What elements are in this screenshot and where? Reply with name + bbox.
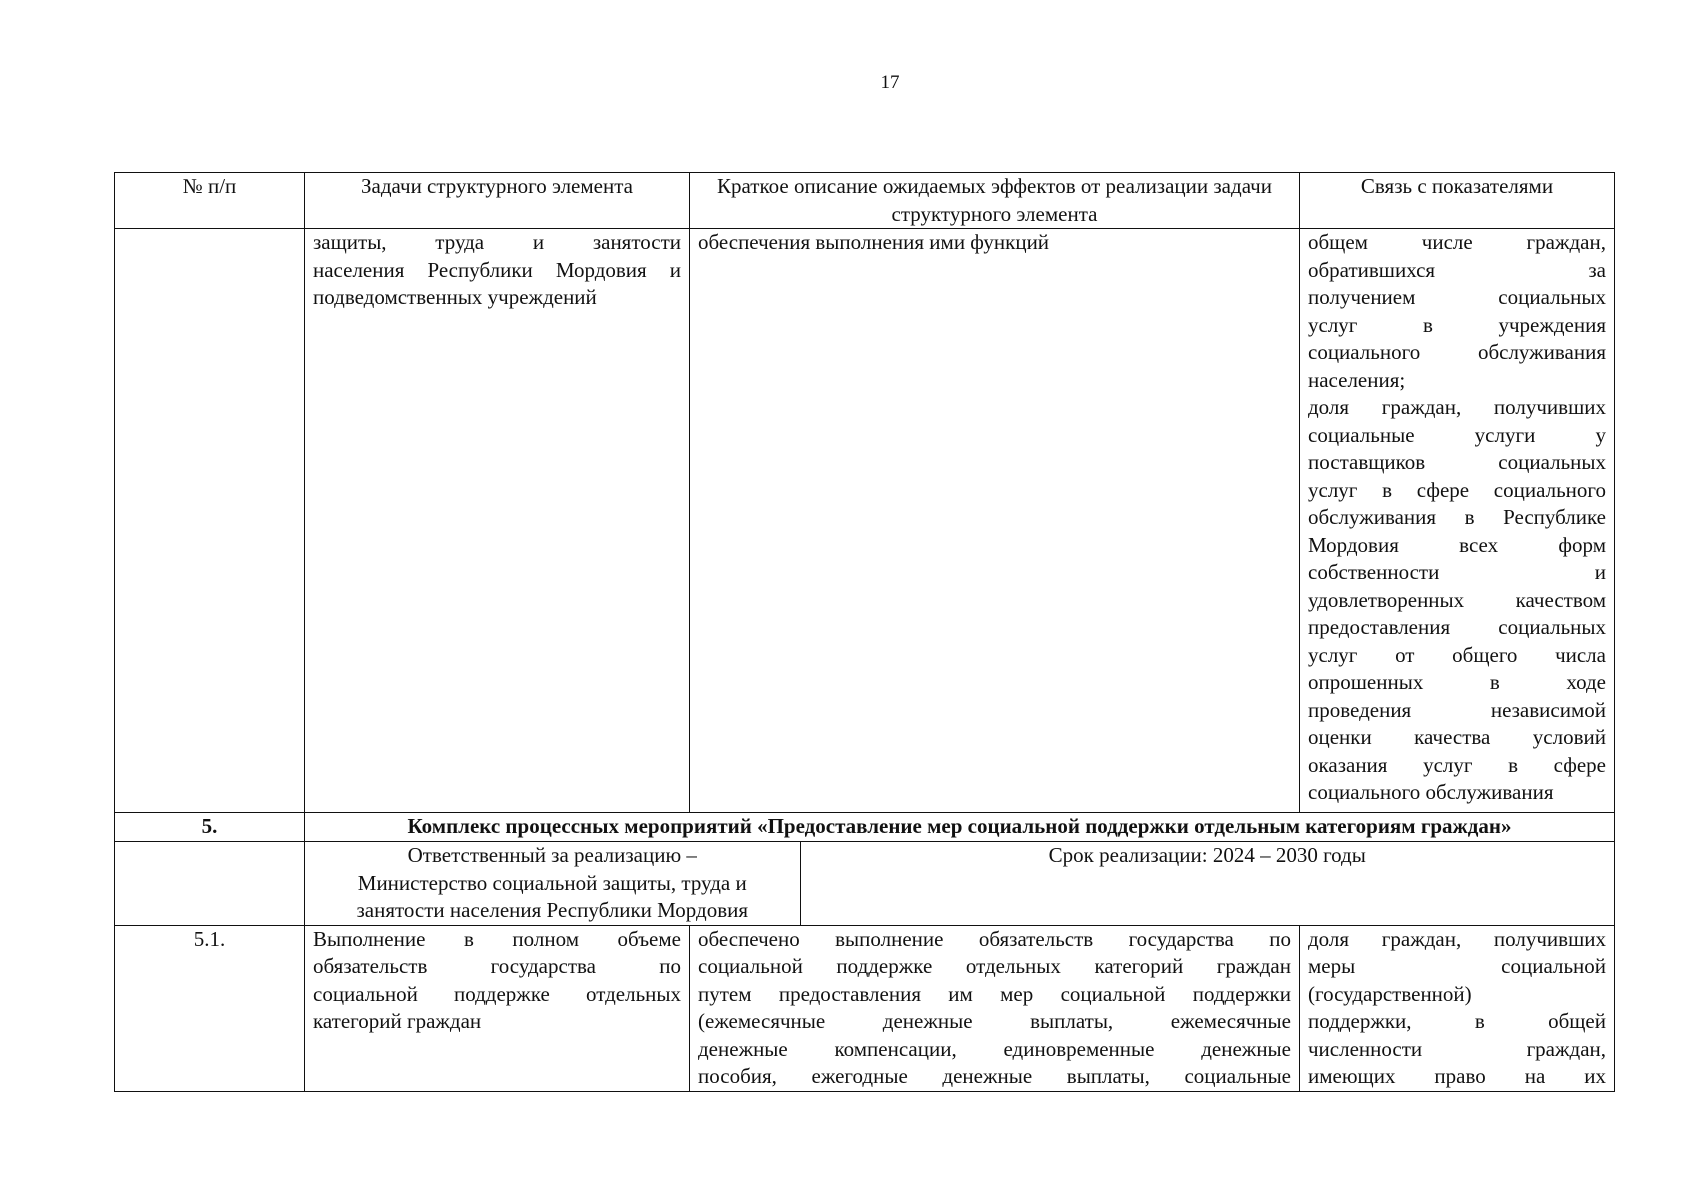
- row-5-1-link: доля граждан, получивших меры социальной (государственной) поддержки, в общей численности граждан, имеющих право на их: [1300, 925, 1615, 1091]
- measures-table: [114, 172, 1615, 1092]
- section-5-num: 5.: [115, 813, 305, 842]
- section-5-meta-row: [115, 842, 1615, 926]
- page-number: 17: [880, 72, 900, 93]
- header-num: № п/п: [115, 173, 305, 229]
- section-5-title: Комплекс процессных мероприятий «Предоставление мер социальной поддержки отдельным категориям граждан»: [305, 813, 1615, 842]
- cont-effects-cell: обеспечения выполнения ими функций: [690, 229, 1300, 813]
- table-header-row: [115, 173, 1615, 229]
- header-effects: Краткое описание ожидаемых эффектов от реализации задачи структурного элемента: [690, 173, 1300, 229]
- row-5-1-num: 5.1.: [115, 925, 305, 1091]
- header-tasks: Задачи структурного элемента: [305, 173, 690, 229]
- section-5-meta-num: [115, 842, 305, 926]
- cont-num-cell: [115, 229, 305, 813]
- row-5-1-tasks: Выполнение в полном объеме обязательств государства по социальной поддержке отдельных категорий граждан: [305, 925, 690, 1091]
- cont-tasks-cell: защиты, труда и занятости населения Республики Мордовия и подведомственных учреждений: [305, 229, 690, 813]
- section-5-meta-cell: [305, 842, 1615, 926]
- row-5-1-effects: обеспечено выполнение обязательств государства по социальной поддержке отдельных категорий граждан путем предоставления им мер социальной поддержки (ежемесячные денежные выплаты, ежемесячные денежные компенсации, единовременные денежные пособия, ежегодные денежные выплаты, социальные: [690, 925, 1300, 1091]
- responsible-cell: Ответственный за реализацию – Министерство социальной защиты, труда и занятости населения Республики Мордовия: [305, 842, 800, 925]
- term-cell: Срок реализации: 2024 – 2030 годы: [1048, 843, 1366, 867]
- section-5-title-row: [115, 813, 1615, 842]
- cont-link-cell: общем числе граждан, обратившихся за получением социальных услуг в учреждения социального обслуживания населения; доля граждан, получивших социальные услуги у поставщиков социальных услуг в сфере социального обслуживания в Республике Мордовия всех форм собственности и удовлетворенных качеством предоставления социальных услуг от общего числа опрошенных в ходе проведения независимой оценки качества условий оказания услуг в сфере социального обслуживания: [1300, 229, 1615, 813]
- table-row-continuation: [115, 229, 1615, 813]
- header-link: Связь с показателями: [1300, 173, 1615, 229]
- table-row-5-1: [115, 925, 1615, 1091]
